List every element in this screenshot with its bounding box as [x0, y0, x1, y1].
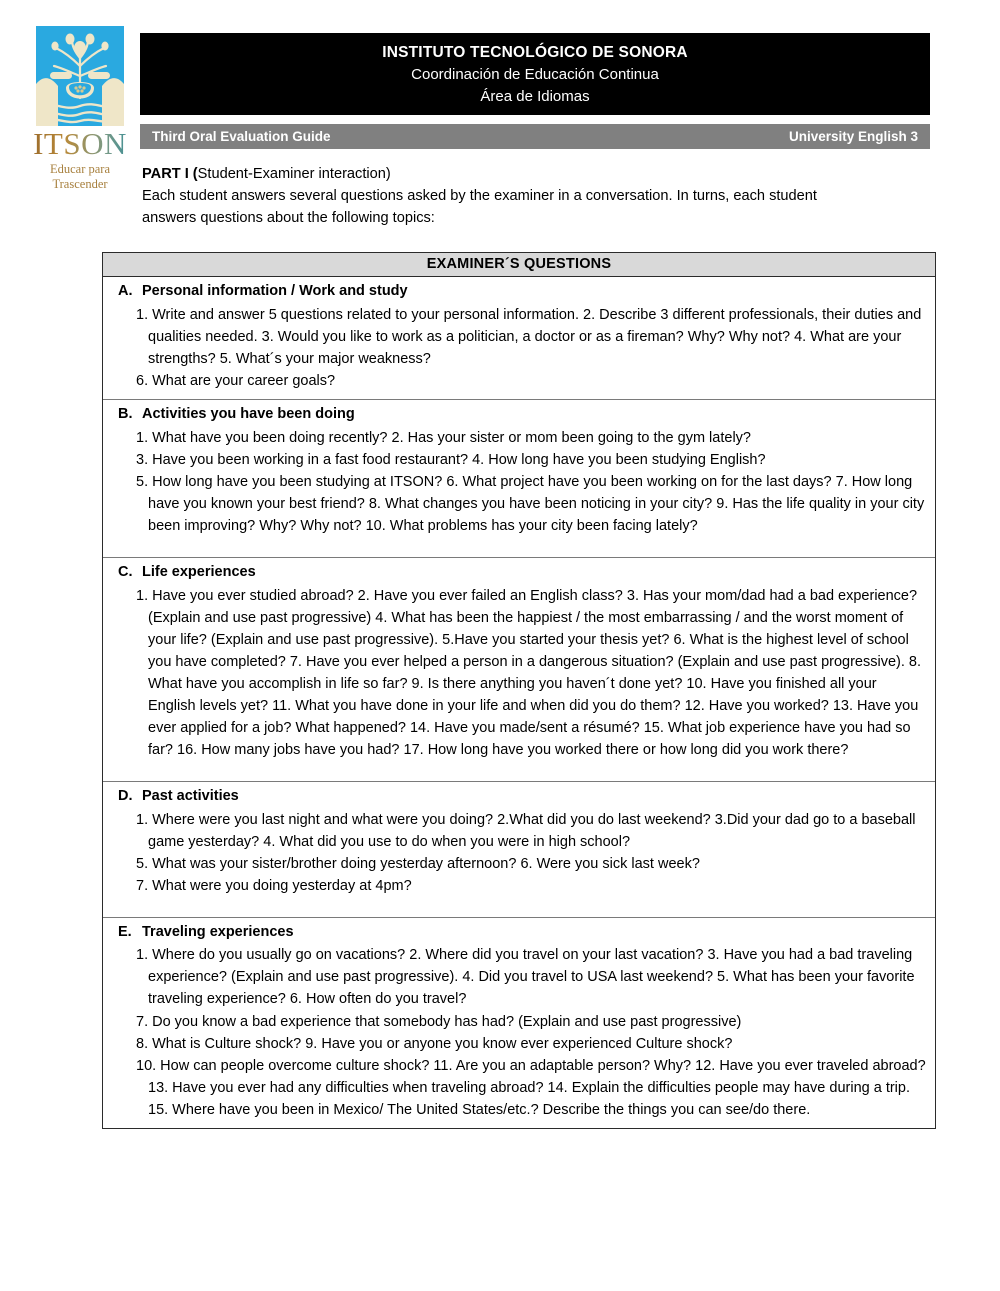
department-name: Coordinación de Educación Continua [411, 66, 659, 84]
section-heading [112, 562, 926, 584]
part-heading [142, 163, 872, 185]
section-heading [112, 922, 926, 944]
question-line: 7. Do you know a bad experience that somebody has had? (Explain and use past progressive) [136, 1013, 742, 1030]
intro-paragraph: Each student answers several questions asked by the examiner in a conversation. In turns, each student answers questions about the following topics: [142, 188, 817, 227]
table-row [103, 782, 935, 918]
part-label: PART I ( [142, 166, 198, 182]
question-line: 1. What have you been doing recently? 2. Has your sister or mom been going to the gym lately? [136, 429, 751, 446]
section-title: Traveling experiences [142, 923, 294, 940]
itson-plant-emblem-icon [36, 26, 124, 126]
question-line: 10. How can people overcome culture shock? 11. Are you an adaptable person? Why? 12. Have you ever traveled abroad? 13. Have you ever had any difficulties when traveling abroad? 14. Explain the difficulties people may have during a trip. 15. Where have you been in Mexico/ The United States/etc.? Describe the things you can see/do there. [136, 1057, 926, 1118]
question-line: 7. What were you doing yesterday at 4pm? [136, 877, 412, 894]
question-line: 6. What are your career goals? [136, 372, 336, 389]
section-body [112, 304, 926, 392]
itson-wordmark: ITSON [30, 128, 130, 161]
table-row [103, 918, 935, 1128]
course-label: University English 3 [788, 129, 918, 144]
section-letter: C. [118, 563, 133, 580]
section-body [112, 585, 926, 761]
section-letter: E. [118, 923, 132, 940]
itson-logo [30, 26, 130, 192]
area-name: Área de Idiomas [480, 88, 590, 106]
question-line: 1. Where do you usually go on vacations? 2. Where did you travel on your last vacation? 3. Have you had a bad traveling experience? (Explain and use past progressive). 4. Did you travel to USA last weekend? 5. What has been your favorite traveling experience? 6. How often do you travel? [136, 947, 915, 1008]
guide-title-bar [140, 124, 930, 149]
table-row [103, 277, 935, 400]
table-row [103, 400, 935, 558]
section-heading [112, 404, 926, 426]
section-body [112, 427, 926, 537]
table-header: EXAMINER´S QUESTIONS [103, 253, 935, 277]
guide-title: Third Oral Evaluation Guide [152, 129, 331, 144]
section-title: Personal information / Work and study [142, 283, 408, 299]
question-line: 1. Have you ever studied abroad? 2. Have you ever failed an English class? 3. Has your mom/dad had a bad experience? (Explain and use past progressive) 4. What has been the happiest / the most embarrassing / and the worst moment of your life? (Explain and use past progressive). 5.Have you started your thesis yet? 6. What is the highest level of school you have completed? 7. Have you ever helped a person in a dangerous situation? (Explain and use past progressive). 8. What have you accomplish in life so far? 9. Is there anything you haven´t done yet? 10. Have you finished all your English levels yet? 11. What you have done in your life and when did you do them? 12. Have you worked? 13. Have you ever applied for a job? What happened? 14. Have you made/sent a résumé? 15. What job experience have you had so far? 16. How many jobs have you had? 17. How long have you worked there or how long did you work there? [136, 587, 922, 758]
section-letter: B. [118, 405, 133, 422]
question-line: 3. Have you been working in a fast food restaurant? 4. How long have you been studying English? [136, 451, 766, 468]
section-title: Activities you have been doing [142, 405, 355, 422]
section-body [112, 809, 926, 897]
examiner-questions-table [102, 252, 936, 1129]
table-row [103, 558, 935, 782]
itson-tagline-line2: Trascender [52, 177, 108, 192]
section-body [112, 944, 926, 1120]
question-line: 5. How long have you been studying at ITSON? 6. What project have you been working on for the last days? 7. How long have you known your best friend? 8. What changes you have been noticing in your city? 9. Has the life quality in your city been improving? Why? Why not? 10. What problems has your city been facing lately? [136, 473, 925, 534]
question-line: 1. Write and answer 5 questions related to your personal information. 2. Describe 3 different professionals, their duties and qualities needed. 3. Would you like to work as a politician, a doctor or as a fireman? Why? Why not? 4. What are your strengths? 5. What´s your major weakness? [136, 306, 922, 367]
itson-tagline-line1: Educar para [49, 161, 111, 176]
institution-header [140, 33, 930, 115]
part-description: Student-Examiner interaction) [197, 166, 391, 182]
intro-section [142, 163, 872, 230]
section-title: Life experiences [142, 563, 256, 580]
section-title: Past activities [142, 787, 239, 804]
section-heading [112, 786, 926, 808]
section-heading [112, 281, 926, 303]
section-letter: D. [118, 787, 133, 804]
question-line: 1. Where were you last night and what were you doing? 2.What did you do last weekend? 3.Did your dad go to a baseball game yesterday? 4. What did you use to do when you were in high school? [136, 811, 916, 850]
question-line: 8. What is Culture shock? 9. Have you or anyone you know ever experienced Culture shock? [136, 1035, 733, 1052]
question-line: 5. What was your sister/brother doing yesterday afternoon? 6. Were you sick last week? [136, 855, 700, 872]
section-letter: A. [118, 283, 133, 299]
institution-name: INSTITUTO TECNOLÓGICO DE SONORA [382, 44, 688, 61]
